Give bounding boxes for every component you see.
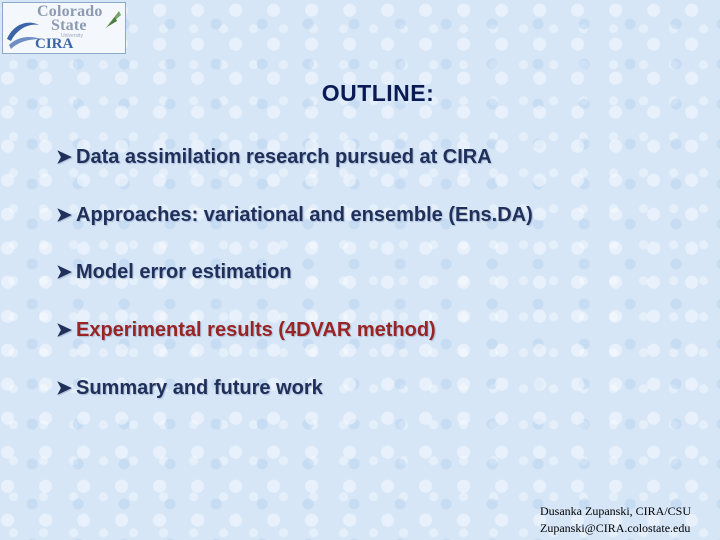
logo [2,2,126,54]
bullet-item: ➤ Experimental results (4DVAR method) [56,319,436,341]
logo-cira: CIRA [35,36,74,52]
bullet-item: ➤ Summary and future work [56,377,323,399]
arrow-bullet-icon: ➤ [56,147,72,168]
footer [540,503,691,537]
author-email: Zupanski@CIRA.colostate.edu [540,521,691,535]
arrow-bullet-icon: ➤ [56,262,72,283]
arrow-bullet-icon: ➤ [56,320,72,341]
logo-university: University [61,33,83,39]
arrow-bullet-icon: ➤ [56,205,72,226]
bullet-item: ➤ Data assimilation research pursued at CIRA [56,146,492,168]
arrow-bullet-icon: ➤ [56,378,72,399]
logo-colorado: Colorado [37,3,103,20]
author-credit: Dusanka Zupanski, CIRA/CSU [540,504,691,518]
bullet-item: ➤ Approaches: variational and ensemble (Ens.DA) [56,204,533,226]
feather-mark-icon [103,9,123,31]
bullet-item: ➤ Model error estimation [56,261,292,283]
logo-state: State [51,17,87,34]
slide-title: OUTLINE: [321,80,435,106]
